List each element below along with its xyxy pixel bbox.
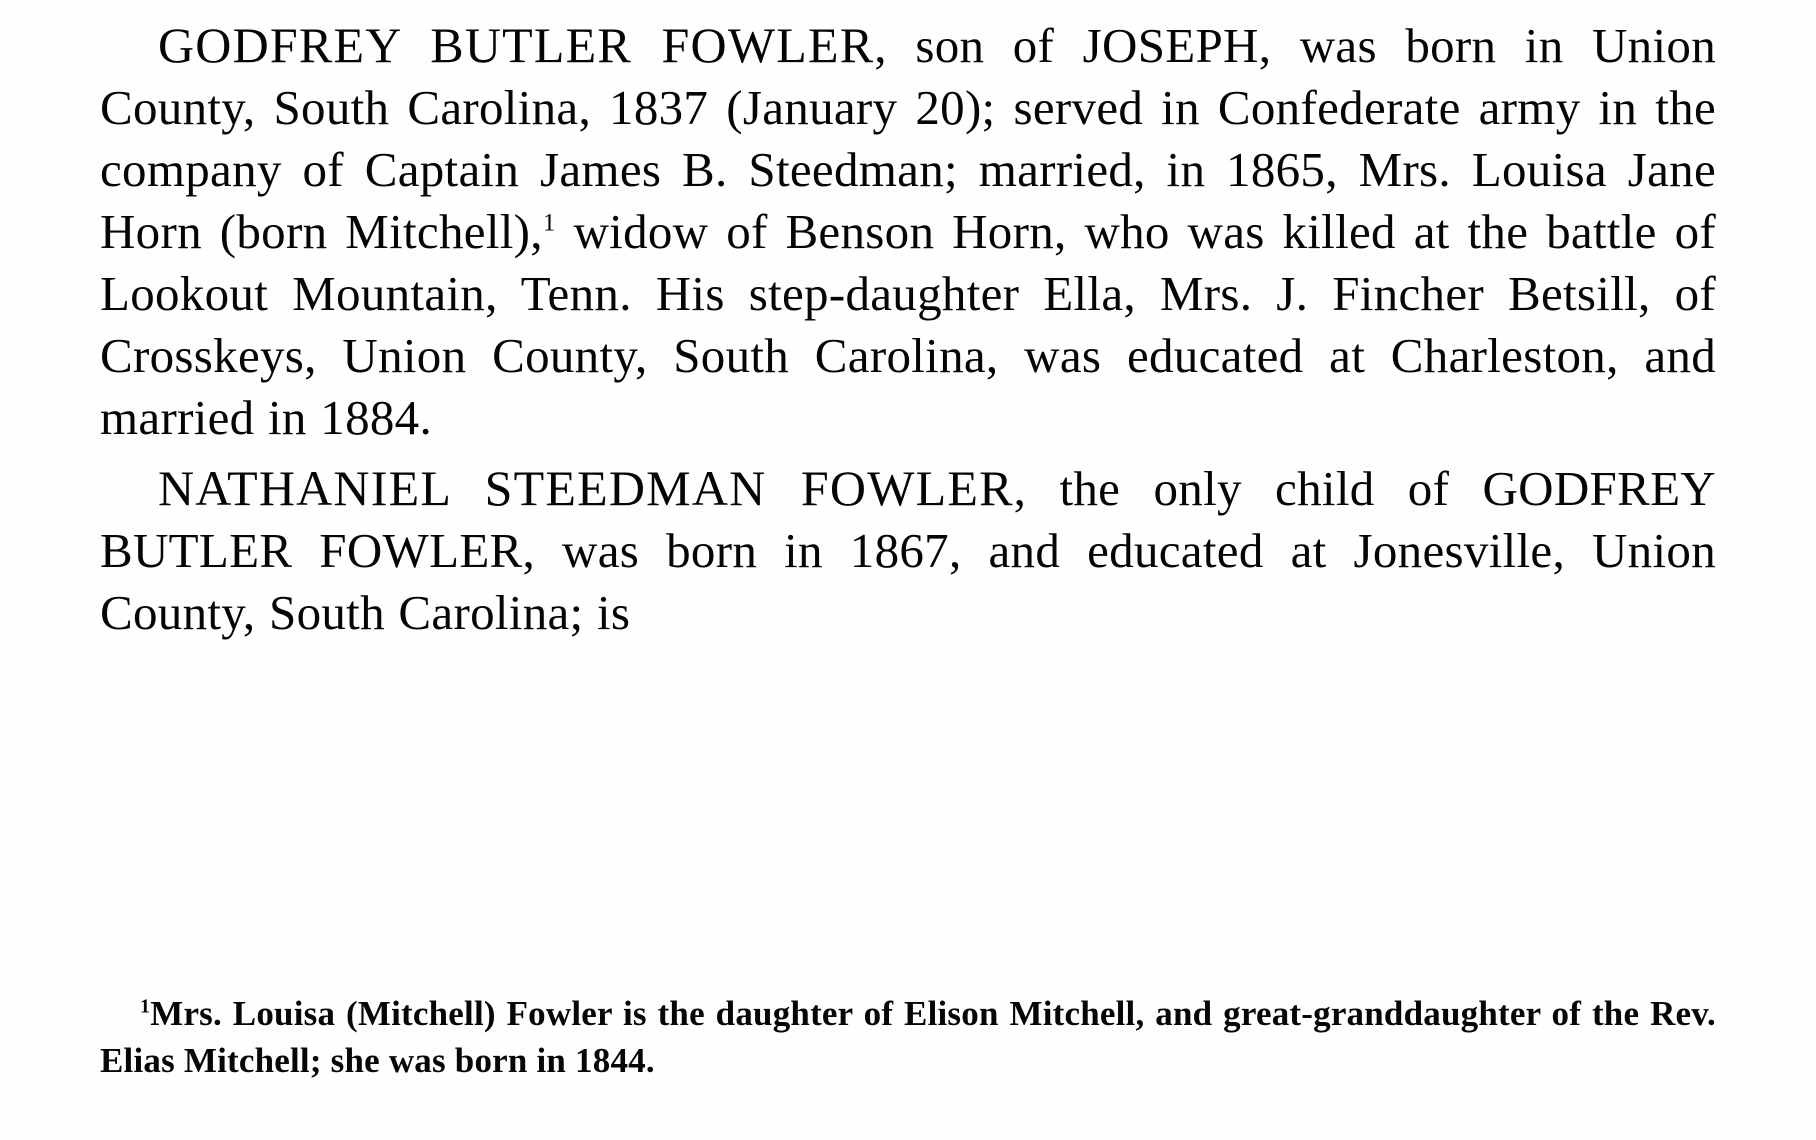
footnote-marker-1: 1 [140,995,151,1018]
entry-godfrey-butler-fowler [100,14,1716,449]
entry-text-godfrey-part2: widow of Benson Horn, who was killed at the battle of Lookout Mountain, Tenn. His step-daughter Ella, Mrs. J. Fincher Betsill, of Crosskeys, Union County, South Carolina, was educated at Charleston, and married in 1884. [100,204,1716,445]
footnote-section [100,955,1716,1119]
entry-heading-nathaniel: NATHANIEL STEEDMAN FOWLER [158,460,1014,516]
footnote-reference-1[interactable]: 1 [542,209,556,237]
page-body [100,14,1716,644]
entry-nathaniel-steedman-fowler [100,457,1716,644]
footnote-1-text: Mrs. Louisa (Mitchell) Fowler is the daughter of Elison Mitchell, and great-granddaughter of the Rev. Elias Mitchell; she was born in 1844. [100,994,1716,1080]
entry-heading-godfrey: GODFREY BUTLER FOWLER [158,17,875,73]
entry-text-godfrey-part1: , son of JOSEPH, was born in Union County, South Carolina, 1837 (January 20); served in Confederate army in the company of Captain James B. Steedman; married, in 1865, Mrs. Louisa Jane Horn (born Mitchell), [100,18,1716,259]
entry-text-nathaniel: , the only child of GODFREY BUTLER FOWLER, was born in 1867, and educated at Jonesville, Union County, South Carolina; is [100,461,1716,640]
footnote-1 [100,990,1716,1084]
